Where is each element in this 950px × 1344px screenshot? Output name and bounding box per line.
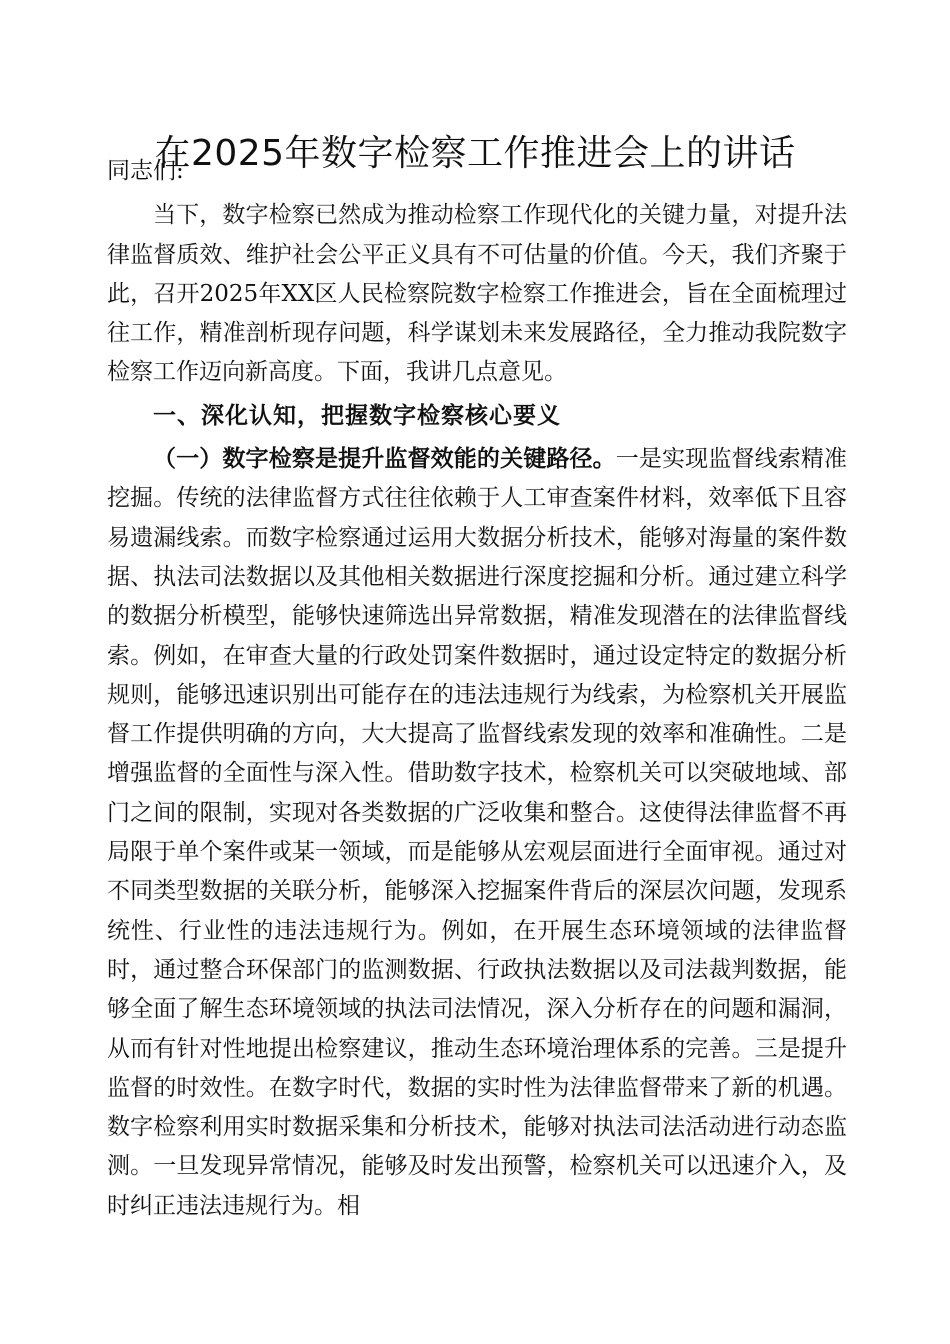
document-body [107,152,847,1226]
subsection-title: （一）数字检察是提升监督效能的关键路径。 [153,446,616,473]
subsection-paragraph [107,440,847,1226]
document-title: 在2025年数字检察工作推进会上的讲话 [154,133,796,174]
intro-paragraph: 当下，数字检察已然成为推动检察工作现代化的关键力量，对提升法律监督质效、维护社会公平正义具有不可估量的价值。今天，我们齐聚于此，召开2025年XX区人民检察院数字检察工作推进会，旨在全面梳理过往工作，精准剖析现存问题，科学谋划未来发展路径，全力推动我院数字检察工作迈向新高度。下面，我讲几点意见。 [107,202,847,386]
salutation: 同志们: [107,158,184,184]
subsection-body: 一是实现监督线索精准挖掘。传统的法律监督方式往往依赖于人工审查案件材料，效率低下且容易遗漏线索。而数字检察通过运用大数据分析技术，能够对海量的案件数据、执法司法数据以及其他相关数据进行深度挖掘和分析。通过建立科学的数据分析模型，能够快速筛选出异常数据，精准发现潜在的法律监督线索。例如，在审查大量的行政处罚案件数据时，通过设定特定的数据分析规则，能够迅速识别出可能存在的违法违规行为线索，为检察机关开展监督工作提供明确的方向，大大提高了监督线索发现的效率和准确性。二是增强监督的全面性与深入性。借助数字技术，检察机关可以突破地域、部门之间的限制，实现对各类数据的广泛收集和整合。这使得法律监督不再局限于单个案件或某一领域，而是能够从宏观层面进行全面审视。通过对不同类型数据的关联分析，能够深入挖掘案件背后的深层次问题，发现系统性、行业性的违法违规行为。例如，在开展生态环境领域的法律监督时，通过整合环保部门的监测数据、行政执法数据以及司法裁判数据，能够全面了解生态环境领域的执法司法情况，深入分析存在的问题和漏洞，从而有针对性地提出检察建议，推动生态环境治理体系的完善。三是提升监督的时效性。在数字时代，数据的实时性为法律监督带来了新的机遇。数字检察利用实时数据采集和分析技术，能够对执法司法活动进行动态监测。一旦发现异常情况，能够及时发出预警，检察机关可以迅速介入，及时纠正违法违规行为。相 [107,446,848,1219]
section-heading: 一、深化认知，把握数字检察核心要义 [153,402,561,429]
